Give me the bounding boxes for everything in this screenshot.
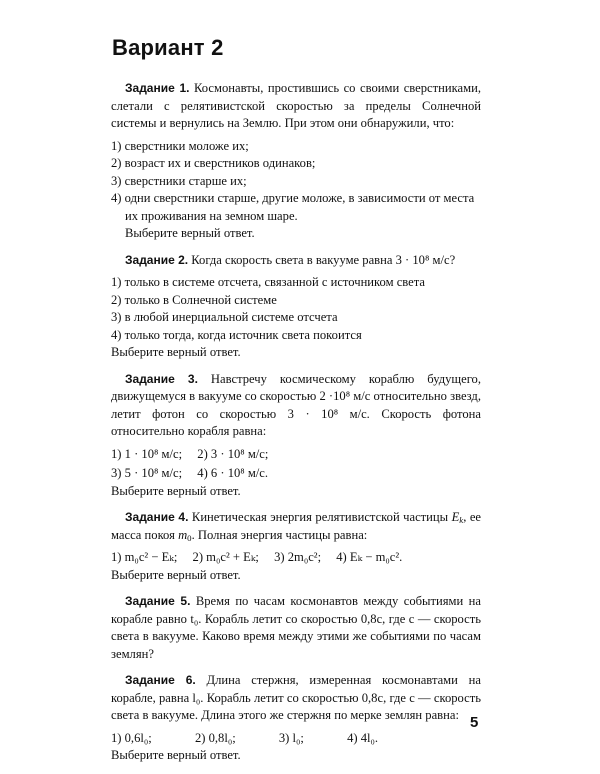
task-1-text: Космонавты, простившись со своими сверстниками, слетали с релятивистской скоростью за пределы Солнечной системы и вернулись на Землю. При этом они обнаружили, что: bbox=[111, 81, 482, 130]
task-3-text: Навстречу космическому кораблю будущего, движущемуся в вакууме со скоростью 2 ·10⁸ м/с относительно звезд, летит фотон со скоростью 3 · 10⁸ м/с. Скорость фотона относительно корабля равна: bbox=[111, 371, 482, 438]
task-3-option-1: 1) 1 · 10⁸ м/с; bbox=[111, 446, 183, 461]
task-4-statement bbox=[111, 509, 481, 544]
tasks-content bbox=[111, 80, 481, 774]
task-6-options bbox=[111, 730, 481, 748]
task-4-text-3: . Полная энергия частицы равна: bbox=[191, 527, 368, 542]
task-4-label: Задание 4. bbox=[125, 510, 189, 524]
task-1-answer-prompt: Выберите верный ответ. bbox=[125, 226, 255, 240]
task-4-var-m: m bbox=[178, 527, 188, 542]
task-4-option-2: 2) m₀c² + Eₖ; bbox=[192, 550, 259, 564]
task-2-option-4: 4) только тогда, когда источник света покоится bbox=[111, 327, 362, 342]
task-6-statement bbox=[111, 672, 481, 725]
task-6-option-3: 3) l₀; bbox=[278, 730, 304, 745]
task-4-text-2: , ее масса покоя bbox=[111, 510, 481, 542]
task-2-option-3: 3) в любой инерциальной системе отсчета bbox=[111, 310, 338, 324]
task-4-answer-prompt: Выберите верный ответ. bbox=[111, 567, 241, 582]
task-2 bbox=[111, 252, 481, 362]
task-3-option-4: 4) 6 · 10⁸ м/с. bbox=[197, 466, 269, 480]
task-6-option-1: 1) 0,6l₀; bbox=[111, 730, 152, 745]
task-4-option-1: 1) m₀c² − Eₖ; bbox=[111, 550, 178, 564]
task-6-text: Длина стержня, измеренная космонавтами на корабле, равна l₀. Корабль летит со скоростью 0,8c, где c — скорость света в вакууме. Длина этого же стержня по мерке землян равна: bbox=[111, 673, 482, 722]
task-6-option-2: 2) 0,8l₀; bbox=[194, 730, 236, 745]
page-number: 5 bbox=[470, 714, 479, 731]
task-5-text: Время по часам космонавтов между событиями на корабле равно t₀. Корабль летит со скоростью 0,8c, где c — скорость света в вакууме. Каково время между этими же событиями по часам землян? bbox=[111, 594, 481, 661]
task-4-sub-k: k bbox=[459, 515, 464, 526]
task-4-option-3: 3) 2m₀c²; bbox=[274, 550, 322, 564]
task-6-option-4: 4) 4l₀. bbox=[347, 730, 379, 745]
task-2-option-1: 1) только в системе отсчета, связанной с источником света bbox=[111, 275, 426, 289]
task-5-statement bbox=[111, 593, 481, 663]
task-1-label: Задание 1. bbox=[125, 81, 190, 95]
task-3-statement bbox=[111, 371, 481, 441]
task-2-option-2: 2) только в Солнечной системе bbox=[111, 292, 277, 307]
task-3-option-3: 3) 5 · 10⁸ м/с; bbox=[111, 466, 183, 480]
task-1-option-1: 1) сверстники моложе их; bbox=[111, 138, 249, 153]
task-4-var-e: E bbox=[451, 510, 460, 524]
task-4-sub-0: 0 bbox=[187, 532, 192, 543]
task-3-answer-prompt: Выберите верный ответ. bbox=[111, 483, 241, 498]
task-3-label: Задание 3. bbox=[125, 371, 198, 386]
task-3-option-2: 2) 3 · 10⁸ м/с; bbox=[197, 446, 269, 461]
task-3-options-row-2 bbox=[111, 465, 481, 483]
task-2-statement bbox=[111, 252, 481, 270]
task-1-options bbox=[111, 138, 481, 226]
variant-title: Вариант 2 bbox=[112, 35, 224, 60]
task-2-answer-prompt: Выберите верный ответ. bbox=[111, 345, 241, 359]
task-1-option-2: 2) возраст их и сверстников одинаков; bbox=[111, 156, 316, 170]
task-2-label: Задание 2. bbox=[125, 252, 189, 267]
task-4-text-1: Кинетическая энергия релятивистской частицы bbox=[191, 510, 452, 524]
task-2-text: Когда скорость света в вакууме равна 3 · 10⁸ м/с? bbox=[191, 252, 456, 267]
task-1 bbox=[111, 80, 481, 243]
task-1-option-4: 4) одни сверстники старше, другие моложе, в зависимости от места их проживания на земном шаре. bbox=[111, 191, 475, 223]
task-1-statement bbox=[111, 80, 481, 133]
task-4-options bbox=[111, 549, 481, 567]
task-6 bbox=[111, 672, 481, 765]
task-3 bbox=[111, 371, 481, 501]
task-5 bbox=[111, 593, 481, 663]
task-4 bbox=[111, 509, 481, 584]
task-6-answer-prompt: Выберите верный ответ. bbox=[111, 748, 241, 762]
task-4-option-4: 4) Eₖ − m₀c². bbox=[336, 550, 403, 564]
task-2-options bbox=[111, 274, 481, 344]
task-5-label: Задание 5. bbox=[125, 594, 191, 608]
task-1-option-3: 3) сверстники старше их; bbox=[111, 173, 247, 188]
task-3-options-row-1 bbox=[111, 446, 481, 464]
task-6-label: Задание 6. bbox=[125, 673, 196, 687]
